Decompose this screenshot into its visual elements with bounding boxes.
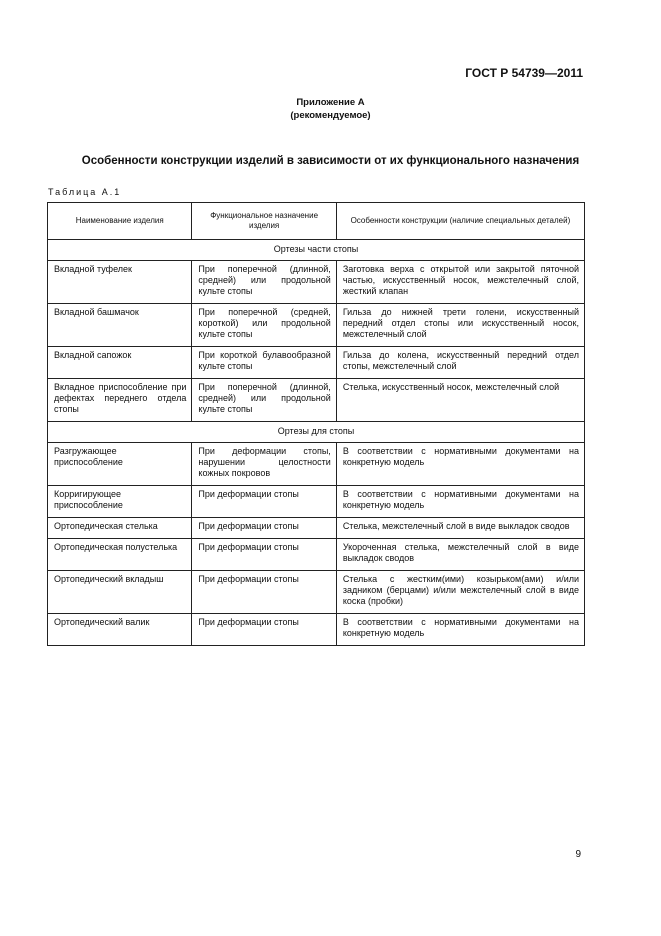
- cell-product-name: [48, 614, 192, 646]
- cell-features-text: Заготовка верха с открытой или закрытой пяточной частью, искусственный носок, межстелечный слой, жесткий клапан: [342, 264, 579, 296]
- table-row: [48, 539, 585, 571]
- cell-features-text: Укороченная стелька, межстелечный слой в виде выкладок сводов: [342, 542, 579, 563]
- section-title: Ортезы для стопы: [48, 422, 585, 443]
- cell-purpose-text: При деформации стопы: [198, 617, 299, 627]
- cell-product-name-text: Вкладной сапожок: [54, 350, 132, 360]
- cell-features: [336, 486, 584, 518]
- cell-purpose-text: При деформации стопы, нарушении целостности кожных покровов: [198, 446, 331, 478]
- cell-features: [336, 304, 584, 347]
- cell-product-name: [48, 347, 192, 379]
- table-section-row: [48, 240, 585, 261]
- cell-purpose-text: При короткой булавообразной культе стопы: [198, 350, 331, 371]
- cell-purpose: [192, 539, 336, 571]
- cell-features: [336, 518, 584, 539]
- cell-purpose: [192, 347, 336, 379]
- table-section-row: [48, 422, 585, 443]
- cell-features-text: Гильза до нижней трети голени, искусственный передний отдел стопы или искусственный носок, межстелечный слой: [342, 307, 579, 339]
- cell-features: [336, 261, 584, 304]
- cell-purpose-text: При деформации стопы: [198, 542, 299, 552]
- cell-purpose: [192, 518, 336, 539]
- appendix-subtitle: (рекомендуемое): [290, 110, 371, 121]
- cell-purpose-text: При деформации стопы: [198, 521, 299, 531]
- table-row: [48, 518, 585, 539]
- cell-purpose: [192, 304, 336, 347]
- cell-features: [336, 379, 584, 422]
- cell-product-name-text: Ортопедическая стелька: [54, 521, 158, 531]
- cell-features: [336, 443, 584, 486]
- cell-features-text: Гильза до колена, искусственный передний отдел стопы, межстелечный слой: [342, 350, 579, 371]
- column-header-name: Наименование изделия: [48, 203, 192, 240]
- page-number: 9: [575, 849, 581, 860]
- cell-purpose: [192, 614, 336, 646]
- cell-purpose: [192, 486, 336, 518]
- table-row: [48, 571, 585, 614]
- table-row: [48, 614, 585, 646]
- table-caption: Таблица А.1: [48, 187, 122, 197]
- cell-features-text: В соответствии с нормативными документами на конкретную модель: [342, 617, 579, 638]
- cell-product-name: [48, 518, 192, 539]
- section-title: Ортезы части стопы: [48, 240, 585, 261]
- cell-purpose-text: При деформации стопы: [198, 489, 299, 499]
- cell-features: [336, 347, 584, 379]
- cell-purpose: [192, 261, 336, 304]
- column-header-purpose: Функциональное назначение изделия: [192, 203, 336, 240]
- cell-product-name: [48, 261, 192, 304]
- cell-product-name: [48, 443, 192, 486]
- table-row: [48, 347, 585, 379]
- cell-features-text: Стелька, искусственный носок, межстелечный слой: [342, 382, 560, 392]
- cell-purpose-text: При деформации стопы: [198, 574, 299, 584]
- cell-features: [336, 571, 584, 614]
- cell-product-name-text: Ортопедический валик: [54, 617, 150, 627]
- appendix-title: Приложение А: [296, 97, 365, 108]
- cell-features-text: В соответствии с нормативными документами на конкретную модель: [342, 489, 579, 510]
- cell-purpose: [192, 571, 336, 614]
- cell-product-name-text: Разгружающее приспособление: [54, 446, 123, 467]
- column-header-features: Особенности конструкции (наличие специальных деталей): [336, 203, 584, 240]
- cell-product-name-text: Ортопедическая полустелька: [54, 542, 178, 552]
- cell-features-text: Стелька, межстелечный слой в виде выкладок сводов: [342, 521, 570, 531]
- table-row: [48, 443, 585, 486]
- table-row: [48, 379, 585, 422]
- table-row: [48, 486, 585, 518]
- cell-features-text: В соответствии с нормативными документами на конкретную модель: [342, 446, 579, 467]
- cell-product-name-text: Ортопедический вкладыш: [54, 574, 164, 584]
- cell-product-name: [48, 571, 192, 614]
- cell-purpose-text: При поперечной (длинной, средней) или продольной культе стопы: [198, 264, 331, 296]
- cell-product-name-text: Вкладной туфелек: [54, 264, 132, 274]
- table-header-row: [48, 203, 585, 240]
- cell-features-text: Стелька с жестким(ими) козырьком(ами) и/или задником (берцами) и/или межстелечный слой в виде коска (пробки): [342, 574, 579, 606]
- products-table: [47, 202, 585, 646]
- cell-purpose: [192, 443, 336, 486]
- cell-features: [336, 614, 584, 646]
- cell-purpose-text: При поперечной (длинной, средней) или продольной культе стопы: [198, 382, 331, 414]
- cell-product-name-text: Вкладной башмачок: [54, 307, 139, 317]
- appendix-heading: [0, 96, 661, 122]
- table-row: [48, 304, 585, 347]
- cell-purpose: [192, 379, 336, 422]
- cell-product-name: [48, 486, 192, 518]
- cell-product-name: [48, 379, 192, 422]
- cell-product-name-text: Вкладное приспособление при дефектах переднего отдела стопы: [54, 382, 187, 414]
- document-title: Особенности конструкции изделий в зависимости от их функционального назначения: [81, 155, 580, 167]
- cell-product-name-text: Корригирующее приспособление: [54, 489, 123, 510]
- cell-features: [336, 539, 584, 571]
- standard-code: ГОСТ Р 54739—2011: [465, 66, 583, 80]
- cell-product-name: [48, 304, 192, 347]
- table-row: [48, 261, 585, 304]
- cell-purpose-text: При поперечной (средней, короткой) или продольной культе стопы: [198, 307, 331, 339]
- cell-product-name: [48, 539, 192, 571]
